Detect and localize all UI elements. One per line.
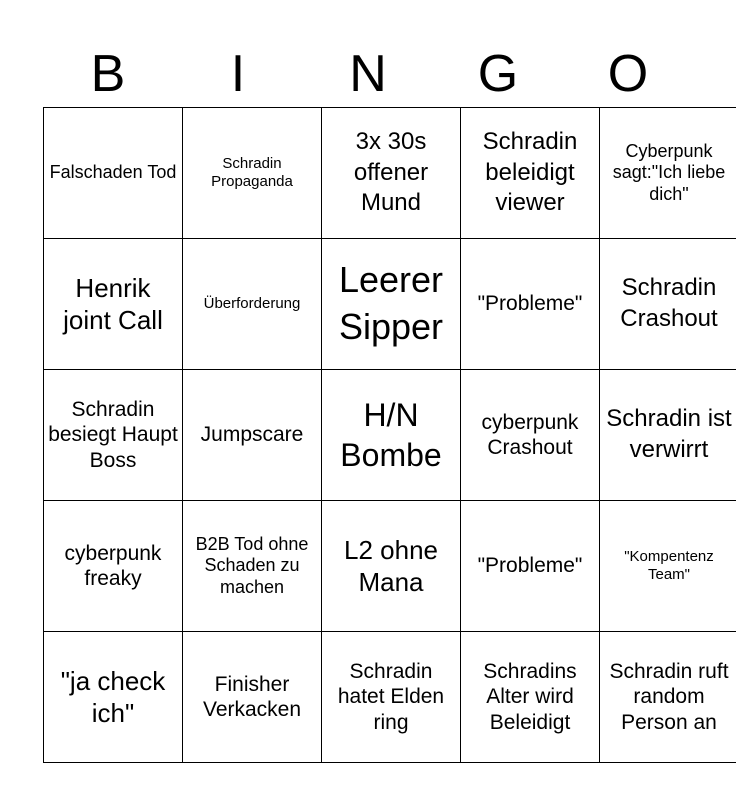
header-letter-g: G [477,45,519,103]
bingo-row-3 [44,370,736,501]
bingo-cell[interactable]: "Probleme" [461,239,600,370]
bingo-cell[interactable]: Schradin ist verwirrt [600,370,736,501]
bingo-cell[interactable]: Schradins Alter wird Beleidigt [461,632,600,763]
bingo-cell[interactable]: Finisher Verkacken [183,632,322,763]
bingo-row-4 [44,501,736,632]
bingo-cell[interactable]: "ja check ich" [44,632,183,763]
header-letter-n: N [349,45,387,103]
bingo-cell[interactable]: B2B Tod ohne Schaden zu machen [183,501,322,632]
header-letter-i: I [230,45,246,103]
bingo-cell[interactable]: Falschaden Tod [44,108,183,239]
bingo-cell[interactable]: Schradin hatet Elden ring [322,632,461,763]
bingo-cell[interactable]: cyberpunk Crashout [461,370,600,501]
header-letter-o: O [607,45,649,103]
bingo-cell[interactable]: Schradin besiegt Haupt Boss [44,370,183,501]
bingo-cell[interactable]: Cyberpunk sagt:"Ich liebe dich" [600,108,736,239]
bingo-cell[interactable]: "Probleme" [461,501,600,632]
bingo-cell[interactable]: 3x 30s offener Mund [322,108,461,239]
bingo-row-5 [44,632,736,763]
header-letter-b: B [90,45,126,103]
bingo-cell[interactable]: Jumpscare [183,370,322,501]
bingo-header [43,42,693,106]
bingo-cell[interactable]: Schradin Propaganda [183,108,322,239]
bingo-row-1 [44,108,736,239]
bingo-cell[interactable]: L2 ohne Mana [322,501,461,632]
bingo-cell[interactable]: Schradin Crashout [600,239,736,370]
bingo-cell[interactable]: Schradin beleidigt viewer [461,108,600,239]
bingo-cell[interactable]: Henrik joint Call [44,239,183,370]
bingo-cell[interactable]: Schradin ruft random Person an [600,632,736,763]
bingo-cell[interactable]: "Kompentenz Team" [600,501,736,632]
bingo-cell[interactable]: Leerer Sipper [322,239,461,370]
bingo-cell[interactable]: cyberpunk freaky [44,501,183,632]
bingo-cell[interactable]: Überforderung [183,239,322,370]
bingo-row-2 [44,239,736,370]
bingo-cell[interactable]: H/N Bombe [322,370,461,501]
bingo-grid [43,107,736,763]
